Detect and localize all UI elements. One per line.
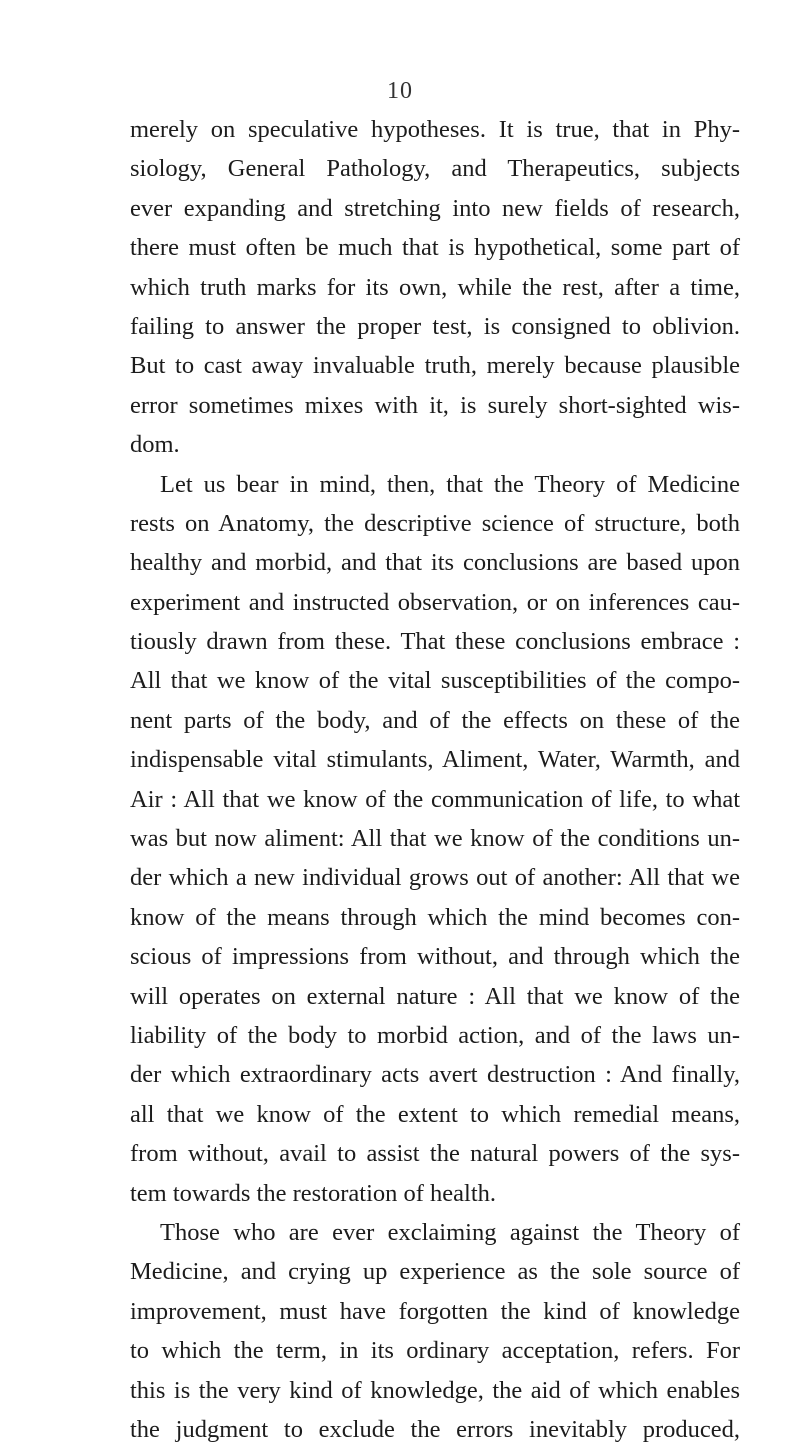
- text-line: tiously drawn from these. That these conclusions embrace :: [130, 628, 740, 656]
- text-line: der which a new individual grows out of another: All that we: [130, 864, 740, 892]
- text-line: nent parts of the body, and of the effects on these of the: [130, 706, 740, 734]
- text-line: from without, avail to assist the natural powers of the sys-: [130, 1140, 740, 1168]
- text-line: will operates on external nature : All that we know of the: [130, 982, 740, 1010]
- text-line: failing to answer the proper test, is consigned to oblivion.: [130, 312, 740, 340]
- text-line: scious of impressions from without, and through which the: [130, 943, 740, 971]
- text-line: But to cast away invaluable truth, merely because plausible: [130, 352, 740, 380]
- text-line: der which extraordinary acts avert destruction : And finally,: [130, 1061, 740, 1089]
- text-line: was but now aliment: All that we know of the conditions un-: [130, 825, 740, 853]
- text-line: rests on Anatomy, the descriptive science of structure, both: [130, 509, 740, 537]
- text-line: dom.: [130, 431, 180, 459]
- text-line: indispensable vital stimulants, Aliment, Water, Warmth, and: [130, 746, 740, 774]
- text-line: merely on speculative hypotheses. It is true, that in Phy-: [130, 116, 740, 143]
- body-text: [130, 110, 740, 1449]
- text-line: healthy and morbid, and that its conclusions are based upon: [130, 549, 740, 577]
- text-line: all that we know of the extent to which remedial means,: [130, 1100, 740, 1128]
- text-line: ever expanding and stretching into new fields of research,: [130, 194, 740, 222]
- text-line: error sometimes mixes with it, is surely short-sighted wis-: [130, 391, 740, 419]
- text-line: siology, General Pathology, and Therapeutics, subjects: [130, 155, 740, 183]
- text-line: liability of the body to morbid action, and of the laws un-: [130, 1021, 740, 1049]
- text-line: know of the means through which the mind becomes con-: [130, 903, 740, 931]
- text-line: Let us bear in mind, then, that the Theory of Medicine: [160, 470, 740, 498]
- text-line: Medicine, and crying up experience as the sole source of: [130, 1258, 740, 1286]
- text-line: All that we know of the vital susceptibilities of the compo-: [130, 667, 740, 695]
- text-line: improvement, must have forgotten the kind of knowledge: [130, 1297, 740, 1325]
- text-line: this is the very kind of knowledge, the aid of which enables: [130, 1376, 740, 1404]
- page-number: 10: [387, 78, 413, 104]
- text-line: experiment and instructed observation, or on inferences cau-: [130, 588, 740, 616]
- text-line: to which the term, in its ordinary acceptation, refers. For: [130, 1337, 740, 1365]
- text-line: there must often be much that is hypothetical, some part of: [130, 234, 740, 262]
- text-line: the judgment to exclude the errors inevitably produced,: [130, 1415, 740, 1443]
- text-line: which truth marks for its own, while the rest, after a time,: [130, 273, 740, 301]
- text-line: Those who are ever exclaiming against the Theory of: [160, 1218, 740, 1246]
- text-line: tem towards the restoration of health.: [130, 1179, 497, 1207]
- text-line: Air : All that we know of the communication of life, to what: [130, 785, 740, 813]
